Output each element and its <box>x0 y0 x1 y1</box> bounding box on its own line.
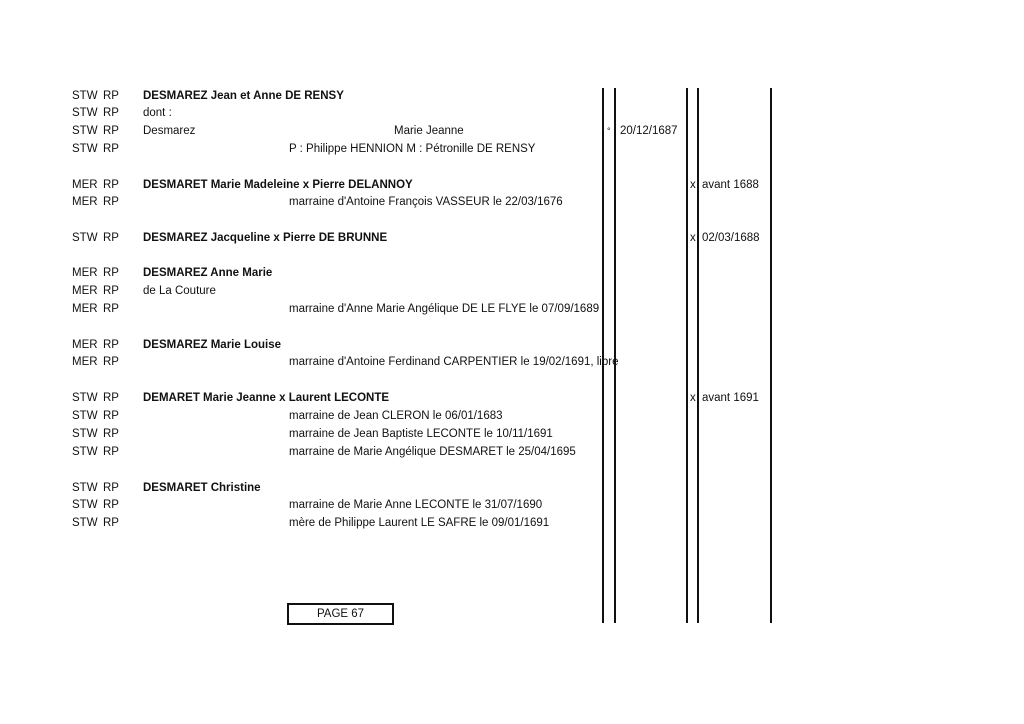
record-row <box>0 444 1024 461</box>
entry-surname: Desmarez <box>143 125 196 137</box>
register-code: RP <box>103 339 119 351</box>
record-row <box>0 426 1024 443</box>
register-code: RP <box>103 143 119 155</box>
entry-detail: marraine d'Antoine Ferdinand CARPENTIER le 19/02/1691, libre <box>289 356 619 368</box>
entry-detail: marraine de Jean Baptiste LECONTE le 10/11/1691 <box>289 428 553 440</box>
register-code: RP <box>103 90 119 102</box>
parish-code: STW <box>72 125 98 137</box>
record-row <box>0 283 1024 300</box>
marriage-mark: x <box>690 392 696 404</box>
entry-detail: marraine d'Antoine François VASSEUR le 22/03/1676 <box>289 196 563 208</box>
record-row <box>0 141 1024 158</box>
register-code: RP <box>103 107 119 119</box>
parish-code: STW <box>72 428 98 440</box>
entry-detail: P : Philippe HENNION M : Pétronille DE RENSY <box>289 143 536 155</box>
record-row <box>0 194 1024 211</box>
entry-given-name: Marie Jeanne <box>394 125 464 137</box>
record-row <box>0 515 1024 532</box>
record-row <box>0 88 1024 105</box>
register-code: RP <box>103 482 119 494</box>
parish-code: STW <box>72 232 98 244</box>
entry-detail: mère de Philippe Laurent LE SAFRE le 09/01/1691 <box>289 517 550 529</box>
register-code: RP <box>103 303 119 315</box>
register-code: RP <box>103 356 119 368</box>
record-row <box>0 301 1024 318</box>
register-code: RP <box>103 499 119 511</box>
entry-heading: DEMARET Marie Jeanne x Laurent LECONTE <box>143 392 390 404</box>
parish-code: MER <box>72 303 98 315</box>
parish-code: MER <box>72 356 98 368</box>
record-row <box>0 230 1024 247</box>
marriage-mark: x <box>690 232 696 244</box>
register-code: RP <box>103 196 119 208</box>
record-row <box>0 480 1024 497</box>
birth-date: 20/12/1687 <box>620 125 678 137</box>
entry-detail: marraine de Marie Angélique DESMARET le 25/04/1695 <box>289 446 576 458</box>
register-code: RP <box>103 517 119 529</box>
record-row <box>0 408 1024 425</box>
record-row <box>0 177 1024 194</box>
entry-detail: marraine de Marie Anne LECONTE le 31/07/1690 <box>289 499 543 511</box>
entry-heading: DESMAREZ Marie Louise <box>143 339 282 351</box>
register-code: RP <box>103 179 119 191</box>
marriage-mark: x <box>690 179 696 191</box>
marriage-date: 02/03/1688 <box>702 232 760 244</box>
register-code: RP <box>103 392 119 404</box>
record-row <box>0 123 1024 140</box>
register-code: RP <box>103 232 119 244</box>
parish-code: STW <box>72 410 98 422</box>
record-row <box>0 105 1024 122</box>
entry-heading: DESMAREZ Jean et Anne DE RENSY <box>143 90 344 102</box>
entry-detail: marraine d'Anne Marie Angélique DE LE FLYE le 07/09/1689 <box>289 303 600 315</box>
record-row <box>0 390 1024 407</box>
register-code: RP <box>103 285 119 297</box>
register-code: RP <box>103 428 119 440</box>
parish-code: STW <box>72 446 98 458</box>
entry-name: dont : <box>143 107 172 119</box>
register-code: RP <box>103 410 119 422</box>
record-row <box>0 354 1024 371</box>
record-row <box>0 265 1024 282</box>
entry-detail: marraine de Jean CLERON le 06/01/1683 <box>289 410 503 422</box>
parish-code: STW <box>72 143 98 155</box>
parish-code: STW <box>72 90 98 102</box>
register-code: RP <box>103 446 119 458</box>
record-row <box>0 337 1024 354</box>
marriage-date: avant 1688 <box>702 179 759 191</box>
birth-mark: ° <box>607 126 611 136</box>
entry-heading: DESMAREZ Anne Marie <box>143 267 273 279</box>
parish-code: STW <box>72 107 98 119</box>
parish-code: MER <box>72 267 98 279</box>
marriage-date: avant 1691 <box>702 392 759 404</box>
parish-code: MER <box>72 179 98 191</box>
register-code: RP <box>103 267 119 279</box>
parish-code: STW <box>72 482 98 494</box>
entry-name: de La Couture <box>143 285 216 297</box>
parish-code: MER <box>72 339 98 351</box>
parish-code: MER <box>72 285 98 297</box>
entry-heading: DESMARET Marie Madeleine x Pierre DELANNOY <box>143 179 413 191</box>
register-code: RP <box>103 125 119 137</box>
parish-code: MER <box>72 196 98 208</box>
parish-code: STW <box>72 499 98 511</box>
parish-code: STW <box>72 392 98 404</box>
record-row <box>0 497 1024 514</box>
page-number-box: PAGE 67 <box>287 603 394 625</box>
entry-heading: DESMAREZ Jacqueline x Pierre DE BRUNNE <box>143 232 388 244</box>
parish-code: STW <box>72 517 98 529</box>
entry-heading: DESMARET Christine <box>143 482 261 494</box>
